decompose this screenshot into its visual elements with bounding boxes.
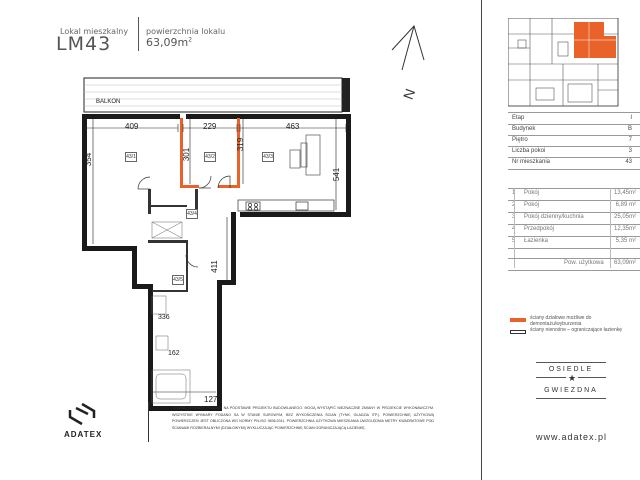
area-value: 5,35 m² (615, 238, 636, 244)
area-no: 4 (512, 226, 516, 232)
estate-line-top (536, 362, 606, 363)
detail-value: I (630, 115, 632, 121)
dim-301: 301 (182, 147, 192, 162)
dim-162: 162 (168, 350, 180, 357)
dim-336: 336 (158, 314, 170, 321)
unit-code: LM43 (56, 33, 112, 55)
unit-area-label: powierzchnia lokalu (146, 27, 226, 36)
detail-value: B (627, 126, 632, 132)
areas-line (508, 258, 640, 259)
room-tag-2: 43/2 (205, 154, 215, 160)
adatex-logo-icon (66, 402, 98, 426)
star-icon: ★ (568, 373, 577, 383)
areas-line (508, 212, 640, 213)
dim-409: 409 (125, 122, 139, 131)
area-no: 3 (512, 214, 516, 220)
area-value: 6,89 m² (615, 202, 636, 208)
estate-logo (536, 362, 606, 412)
panel-divider (481, 0, 482, 480)
detail-label: Budynek (512, 126, 536, 132)
room-tag-3: 43/3 (263, 154, 273, 160)
north-label: N (399, 86, 419, 102)
room-tag-4: 43/4 (187, 211, 197, 217)
area-value: 25,05m² (613, 214, 636, 220)
area-label: Przedpokój (524, 226, 555, 232)
estate-name-top: OSIEDLE (548, 366, 594, 373)
detail-label: Etap (512, 115, 525, 121)
detail-value: 43 (625, 159, 632, 165)
legend-text-demolish: ściany działowe możliwe do demontażu/wyburzenia (530, 315, 592, 327)
unit-area-number: 63,09m (146, 36, 189, 49)
unit-area-sup: 2 (188, 36, 193, 44)
dim-127: 127 (204, 395, 218, 404)
legend-swatch-demolish (510, 318, 526, 322)
areas-column-line (514, 188, 515, 268)
brand-name: ADATEX (64, 430, 103, 439)
estate-name-bottom: GWIEZDNA (544, 387, 598, 394)
balcony-label: BALKON (96, 99, 121, 105)
area-value: 12,35m² (613, 226, 636, 232)
dim-354: 354 (84, 152, 94, 167)
details-bottom-line (508, 169, 640, 170)
disclaimer-note: UWAGA: WYMIARY PODANO NA PODSTAWIE PROJEKTU BUDOWLANEGO. MOGĄ WYSTĄPIĆ NIEZNACZNE ZMIANY W PROJEKCIE WYKONAWCZYM. WSZYSTKIE WYMIARY PODANO SA W STANIE SUROWYM, BEZ WYKOŃCZENIA ŚCIAN (TYNK, GŁADZIA ITP.). POWIERZCHNIĘ UŻYTKOWĄ POWIERZCZEŃ JEST OBLICZONA WG NORMY PN-ISO 9836:2011. POWIERZCHNIA UŻYTKOWA MIESZKANIA UWZGLĘDNIA METRY KWADRATOWE POD ŚCIANAMI ROZBIERALNYMI (DZIAŁOWYMI) WYKLUCZAJĄC POWIERZCHNIĘ ŚCIAN OGRANICZAJĄCĄ ŁAZIENKĘ. (172, 406, 434, 430)
detail-value: 7 (628, 137, 632, 143)
areas-top-line (508, 188, 640, 189)
area-total-label: Pow. użytkowa (564, 260, 604, 266)
area-label: Pokój (524, 202, 540, 208)
details-line (508, 135, 640, 136)
dim-411: 411 (209, 260, 219, 273)
detail-label: Liczba pokoi (512, 148, 546, 154)
details-line (508, 146, 640, 147)
detail-value: 3 (628, 148, 632, 154)
area-value: 13,45m² (613, 190, 636, 196)
website-url: www.adatex.pl (536, 432, 608, 442)
area-no: 1 (512, 190, 516, 196)
detail-label: Nr mieszkania (512, 159, 551, 165)
dim-319: 319 (236, 137, 246, 152)
balcony-area (84, 78, 350, 112)
dim-463: 463 (286, 122, 300, 131)
areas-column-line (610, 188, 611, 268)
details-line (508, 157, 640, 158)
area-label: Łazienka (524, 238, 549, 244)
legend-text-bathroom: ściany nienośne – ograniczające łazienkę (530, 327, 623, 333)
area-no: 2 (512, 202, 516, 208)
detail-label: Piętro (512, 137, 528, 143)
areas-line (508, 248, 640, 249)
areas-line (508, 200, 640, 201)
building-key-plan (508, 18, 628, 108)
room-tag-5: 43/5 (173, 277, 183, 283)
area-no: 5 (512, 238, 516, 244)
dim-229: 229 (203, 122, 217, 131)
details-line (508, 124, 640, 125)
areas-bottom-line (508, 270, 640, 271)
area-label: Pokój (524, 190, 540, 196)
area-label: Pokój dzienny/kuchnia (524, 214, 584, 220)
estate-line-bottom (536, 398, 606, 399)
detail-row (508, 159, 640, 169)
dim-541: 541 (332, 167, 342, 182)
areas-line (508, 224, 640, 225)
areas-line (508, 236, 640, 237)
room-tag-1: 43/1 (126, 154, 136, 160)
details-top-line (508, 112, 640, 113)
note-separator (148, 402, 149, 442)
legend-swatch-bathroom (510, 330, 526, 334)
unit-type-label: Lokal mieszkalny (60, 27, 129, 36)
area-total-value: 63,09m² (613, 260, 636, 266)
